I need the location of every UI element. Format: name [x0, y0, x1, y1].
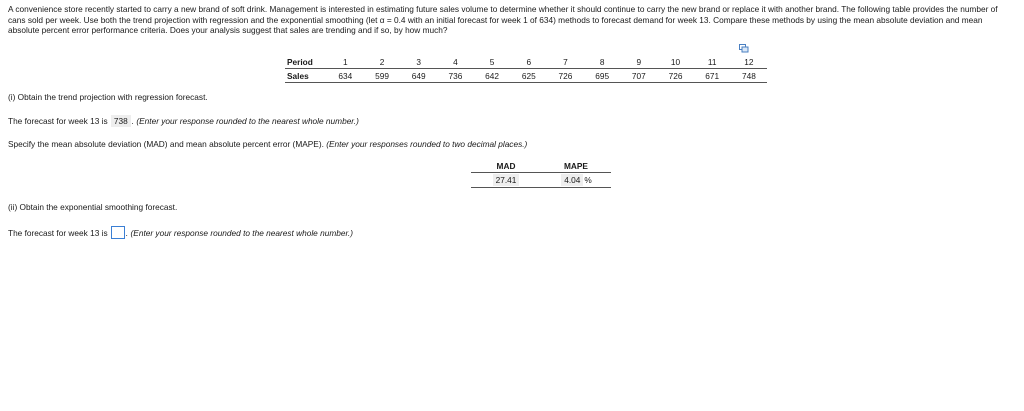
sales-cell: 625: [510, 69, 547, 83]
period-cell: 7: [547, 55, 584, 69]
period-cell: 2: [364, 55, 401, 69]
part1-specify-text: Specify the mean absolute deviation (MAD) and mean absolute percent error (MAPE).: [8, 139, 324, 149]
sales-cell: 649: [400, 69, 437, 83]
part1-specify-line: [8, 139, 527, 149]
problem-statement: A convenience store recently started to carry a new brand of soft drink. Management is interested in estimating future sales volume to determine whether it should continue to carry the new brand or replace it with another brand. The following table provides the number of cans sold per week. Use both the trend projection with regression and the exponential smoothing (let α = 0.4 with an initial forecast for week 1 of 634) methods to forecast demand for week 13. Compare these methods by using the mean absolute deviation and mean absolute percent error performance criteria. Does your analysis suggest that sales are trending and if so, by how much?: [8, 4, 998, 35]
period-cell: 9: [621, 55, 658, 69]
period-cell: 11: [694, 55, 731, 69]
period-cell: 1: [327, 55, 364, 69]
part1-forecast-prefix: The forecast for week 13 is: [8, 116, 108, 126]
part1-specify-hint: (Enter your responses rounded to two decimal places.): [326, 139, 528, 149]
mape-cell: [541, 173, 611, 188]
period-cell: 5: [474, 55, 511, 69]
sales-cell: 642: [474, 69, 511, 83]
sales-cell: 736: [437, 69, 474, 83]
results-value-row: [471, 173, 611, 188]
part2-forecast-hint: . (Enter your response rounded to the nearest whole number.): [125, 228, 353, 238]
sales-cell: 695: [584, 69, 621, 83]
mape-header: MAPE: [541, 160, 611, 173]
period-cell: 10: [657, 55, 694, 69]
period-row: [285, 55, 767, 69]
mape-unit: %: [584, 175, 592, 185]
part2-forecast-line: [8, 226, 353, 239]
period-label: Period: [285, 55, 327, 69]
sales-row: [285, 69, 767, 83]
part1-forecast-answer[interactable]: 738: [111, 115, 131, 127]
part1-heading: (i) Obtain the trend projection with regression forecast.: [8, 92, 208, 102]
period-cell: 8: [584, 55, 621, 69]
part1-forecast-line: [8, 115, 359, 127]
sales-cell: 748: [731, 69, 768, 83]
part1-forecast-hint: . (Enter your response rounded to the nearest whole number.): [131, 116, 359, 126]
mad-header: MAD: [471, 160, 541, 173]
period-cell: 4: [437, 55, 474, 69]
sales-cell: 707: [621, 69, 658, 83]
sales-cell: 726: [547, 69, 584, 83]
part2-heading: (ii) Obtain the exponential smoothing forecast.: [8, 202, 178, 212]
part2-forecast-prefix: The forecast for week 13 is: [8, 228, 108, 238]
sales-cell: 726: [657, 69, 694, 83]
period-cell: 12: [731, 55, 768, 69]
period-cell: 3: [400, 55, 437, 69]
results-header-row: [471, 160, 611, 173]
results-table: [471, 160, 611, 188]
sales-cell: 599: [364, 69, 401, 83]
sales-cell: 671: [694, 69, 731, 83]
period-cell: 6: [510, 55, 547, 69]
part2-forecast-input[interactable]: [111, 226, 125, 239]
copy-icon[interactable]: [739, 44, 749, 53]
sales-cell: 634: [327, 69, 364, 83]
mape-answer[interactable]: 4.04: [561, 174, 583, 186]
sales-label: Sales: [285, 69, 327, 83]
mad-cell: [471, 173, 541, 188]
sales-table: [285, 55, 767, 83]
mad-answer[interactable]: 27.41: [493, 174, 520, 186]
